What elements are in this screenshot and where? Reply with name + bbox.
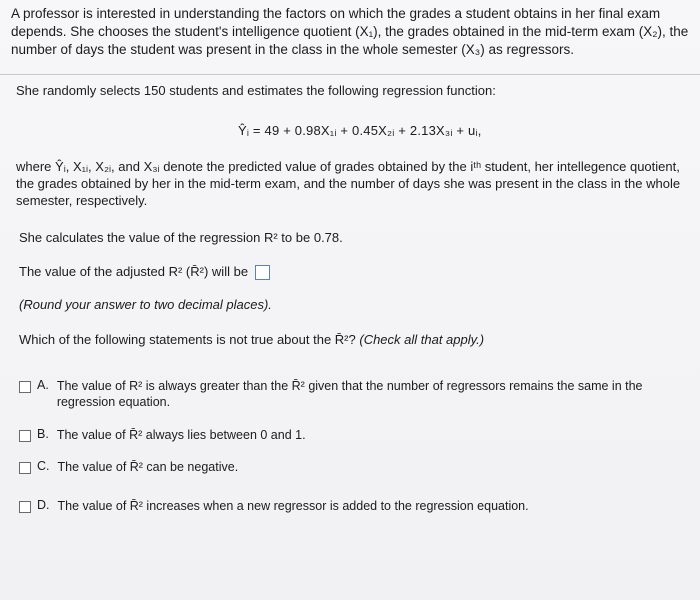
option-d-checkbox[interactable] xyxy=(19,501,31,513)
option-a-checkbox[interactable] xyxy=(19,381,31,393)
option-d[interactable] xyxy=(19,498,529,514)
which-prompt-text: Which of the following statements is not true about the R̄²? xyxy=(19,332,356,347)
sample-statement: She randomly selects 150 students and estimates the following regression function: xyxy=(16,83,496,98)
adjusted-r2-input[interactable] xyxy=(255,265,270,280)
option-a[interactable] xyxy=(19,378,679,410)
which-prompt-hint: (Check all that apply.) xyxy=(359,332,485,347)
option-b-text: The value of R̄² always lies between 0 and 1. xyxy=(56,428,306,442)
option-b-letter: B. xyxy=(37,427,49,441)
adjusted-r2-label: The value of the adjusted R² (R̄²) will be xyxy=(19,264,249,279)
adjusted-r2-prompt xyxy=(19,263,270,280)
option-b-checkbox[interactable] xyxy=(19,430,31,442)
option-d-text: The value of R̄² increases when a new regressor is added to the regression equation. xyxy=(57,499,529,513)
which-prompt xyxy=(19,331,484,348)
option-a-letter: A. xyxy=(37,378,49,392)
option-c-letter: C. xyxy=(37,459,50,473)
question-intro: A professor is interested in understanding the factors on which the grades a student obtains in her final exam depends. She chooses the student's intelligence quotient (X₁), the grades obtained in the mid-term exam (X₂), the number of days the student was present in the class in the whole semester (X₃) as regressors. xyxy=(11,6,689,57)
rounding-note: (Round your answer to two decimal places). xyxy=(19,297,272,312)
option-d-letter: D. xyxy=(37,498,50,512)
regression-equation: Ŷᵢ = 49 + 0.98X₁ᵢ + 0.45X₂ᵢ + 2.13X₃ᵢ + uᵢ, xyxy=(238,123,482,138)
option-c-text: The value of R̄² can be negative. xyxy=(57,460,239,474)
option-c-checkbox[interactable] xyxy=(19,462,31,474)
option-c[interactable] xyxy=(19,459,238,475)
r2-statement: She calculates the value of the regression R² to be 0.78. xyxy=(19,230,343,245)
option-b[interactable] xyxy=(19,427,306,443)
variable-definitions: where Ŷᵢ, X₁ᵢ, X₂ᵢ, and X₃ᵢ denote the predicted value of grades obtained by the iᵗʰ student, her intellegence quotient, the grades obtained by her in the mid-term exam, and the number of days she was present in the class in the whole semester, respectively. xyxy=(16,159,681,208)
divider xyxy=(0,74,700,75)
option-a-text: The value of R² is always greater than the R̄² given that the number of regressors remains the same in the regression equation. xyxy=(56,379,643,409)
